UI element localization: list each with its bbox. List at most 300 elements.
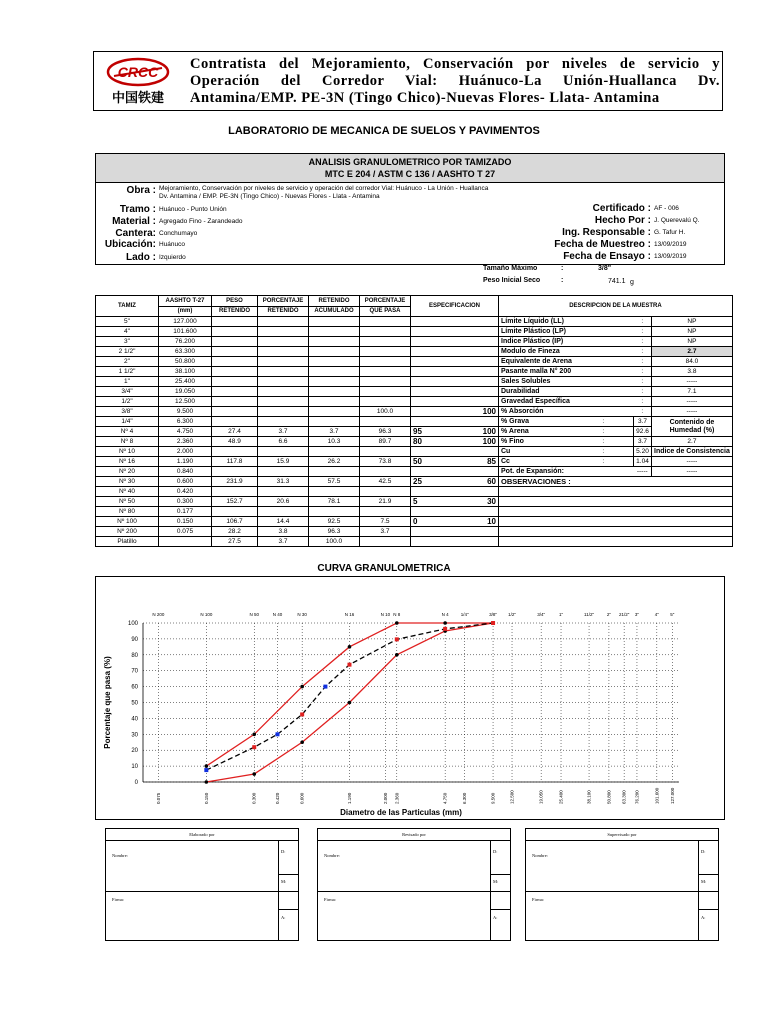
- cell-porc: [258, 377, 309, 387]
- cell-peso: 27.5: [212, 537, 258, 547]
- prop-sep-ge: :: [634, 397, 652, 407]
- prop-label-arena: % Arena: [499, 427, 574, 437]
- cell-pasa: 73.8: [360, 457, 411, 467]
- cell-e1: [411, 317, 451, 327]
- cell-e2: 100: [451, 437, 499, 447]
- cell-ret: [309, 387, 360, 397]
- cell-e2: [451, 467, 499, 477]
- cell-mm: 0.600: [159, 477, 212, 487]
- cell-porc: [258, 447, 309, 457]
- cell-mm: 76.200: [159, 337, 212, 347]
- prop-sep-mf: :: [634, 347, 652, 357]
- cell-ret: 100.0: [309, 537, 360, 547]
- cell-porc: [258, 397, 309, 407]
- cell-mm: 19.050: [159, 387, 212, 397]
- x-bottom-label: 12.500: [509, 790, 515, 804]
- muestreo-label: Fecha de Muestreo :: [554, 239, 651, 250]
- cell-mm: 6.300: [159, 417, 212, 427]
- signature-name-label: Nombre:: [324, 853, 340, 858]
- cell-mm: 25.400: [159, 377, 212, 387]
- cell-pasa: [360, 387, 411, 397]
- cell-peso: 27.4: [212, 427, 258, 437]
- th-espec: ESPECIFICACION: [411, 296, 499, 317]
- signature-title: Elaborado por: [189, 832, 215, 837]
- prop-sep-ll: :: [634, 317, 652, 327]
- consistency-value-2: -----: [652, 467, 733, 477]
- cell-porc: [258, 417, 309, 427]
- x-axis-label: Diametro de las Particulas (mm): [340, 808, 462, 817]
- cell-mm: 2.000: [159, 447, 212, 457]
- cell-mm: 1.190: [159, 457, 212, 467]
- cell-tamiz: Nº 50: [96, 497, 159, 507]
- cell-tamiz: Nº 10: [96, 447, 159, 457]
- th-peso2: RETENIDO: [212, 306, 258, 317]
- y-tick-label: 60: [131, 684, 138, 691]
- prop-value-arena: 92.6: [634, 427, 652, 437]
- table-row: [96, 317, 733, 327]
- prop-label-lp: Límite Plástico (LP): [499, 327, 634, 337]
- table-row: [96, 527, 733, 537]
- y-tick-label: 50: [131, 700, 138, 707]
- cell-e2: [451, 317, 499, 327]
- x-bottom-label: 127.000: [669, 787, 675, 804]
- signature-firma-label: Firma:: [324, 897, 336, 902]
- cell-pasa: 100.0: [360, 407, 411, 417]
- cell-porc: 15.9: [258, 457, 309, 467]
- cell-ret: [309, 447, 360, 457]
- cell-peso: [212, 377, 258, 387]
- signature-grid-line: [278, 874, 298, 875]
- cell-ret: [309, 357, 360, 367]
- x-bottom-label: 2.000: [382, 792, 388, 804]
- x-top-label: N 50: [249, 612, 259, 617]
- consistency-value-1: -----: [652, 457, 733, 467]
- peso-value: 741.1: [608, 278, 626, 285]
- cell-mm: [159, 537, 212, 547]
- x-bottom-label: 1.190: [346, 792, 352, 804]
- info-box: [95, 182, 725, 265]
- y-tick-label: 100: [127, 621, 138, 627]
- table-row: [96, 497, 733, 507]
- granulometry-table: [95, 295, 733, 547]
- y-tick-label: 30: [131, 732, 138, 739]
- ensayo-label: Fecha de Ensayo :: [563, 251, 651, 262]
- cell-peso: [212, 347, 258, 357]
- x-bottom-label: 6.300: [462, 792, 468, 804]
- prop-label-dur: Durabilidad: [499, 387, 634, 397]
- observaciones-line: [499, 517, 733, 527]
- signature-day-label: D:: [281, 849, 286, 854]
- cell-mm: 4.750: [159, 427, 212, 437]
- prop-label-pe: Pot. de Expansión:: [499, 467, 634, 477]
- x-top-label: 1/4": [460, 612, 469, 617]
- table-row: [96, 417, 733, 427]
- cell-porc: 3.7: [258, 537, 309, 547]
- signature-box: [525, 828, 719, 941]
- table-row: [96, 457, 733, 467]
- table-row: [96, 487, 733, 497]
- cell-e2: [451, 537, 499, 547]
- prop-sep-ip: :: [634, 337, 652, 347]
- x-top-label: 4": [654, 612, 659, 617]
- table-row: [96, 447, 733, 457]
- x-bottom-label: 25.400: [558, 790, 564, 804]
- cell-e2: 30: [451, 497, 499, 507]
- x-top-label: 2": [606, 612, 611, 617]
- peso-label: Peso Inicial Seco: [483, 277, 541, 284]
- cell-ret: [309, 347, 360, 357]
- x-bottom-label: 4.750: [442, 792, 448, 804]
- cell-tamiz: 1/4": [96, 417, 159, 427]
- cell-e1: [411, 417, 451, 427]
- granulometric-chart: [96, 577, 724, 819]
- cell-mm: 50.800: [159, 357, 212, 367]
- signature-divider: [526, 840, 718, 841]
- x-bottom-label: 63.300: [621, 790, 627, 804]
- prop-value-p200: 3.8: [652, 367, 733, 377]
- cell-tamiz: Nº 8: [96, 437, 159, 447]
- signature-name-label: Nombre:: [532, 853, 548, 858]
- cell-e1: 95: [411, 427, 451, 437]
- cell-e2: [451, 397, 499, 407]
- cell-e1: [411, 407, 451, 417]
- cell-mm: 101.600: [159, 327, 212, 337]
- cell-e1: [411, 377, 451, 387]
- muestreo-value: 13/09/2019: [654, 241, 687, 248]
- cell-tamiz: 3/4": [96, 387, 159, 397]
- humidity-value: 2.7: [652, 437, 733, 447]
- signature-grid-line: [698, 909, 718, 910]
- cell-e1: [411, 487, 451, 497]
- spec-point: [443, 621, 447, 625]
- signature-grid-line: [698, 874, 718, 875]
- th-aashto: AASHTO T-27: [159, 296, 212, 307]
- table-row: [96, 337, 733, 347]
- signature-name-label: Nombre:: [112, 853, 128, 858]
- th-porc: PORCENTAJE: [258, 296, 309, 307]
- cell-e2: [451, 527, 499, 537]
- signature-month-label: M:: [493, 879, 499, 884]
- table-row: [96, 367, 733, 377]
- cell-mm: 0.177: [159, 507, 212, 517]
- observaciones-line: [499, 487, 733, 497]
- prop-value-pe: -----: [634, 467, 652, 477]
- cell-pasa: [360, 317, 411, 327]
- cell-pasa: 42.5: [360, 477, 411, 487]
- y-tick-label: 40: [131, 716, 138, 723]
- x-bottom-label: 9.500: [490, 792, 496, 804]
- signature-grid-line: [278, 909, 298, 910]
- peso-sep: :: [561, 277, 564, 284]
- tramo-label: Tramo :: [119, 204, 156, 215]
- cell-pasa: 7.5: [360, 517, 411, 527]
- table-row: [96, 327, 733, 337]
- cell-e1: 50: [411, 457, 451, 467]
- cell-ret: 78.1: [309, 497, 360, 507]
- y-tick-label: 80: [131, 652, 138, 659]
- prop-label-cc: Cc: [499, 457, 574, 467]
- signature-grid-line: [318, 891, 510, 892]
- cell-tamiz: 5": [96, 317, 159, 327]
- x-top-label: N 16: [344, 612, 355, 617]
- table-row: [96, 357, 733, 367]
- table-row: [96, 397, 733, 407]
- prop-sep-p200: :: [634, 367, 652, 377]
- cell-porc: [258, 507, 309, 517]
- cell-ret: 96.3: [309, 527, 360, 537]
- prop-sep-fino: :: [574, 437, 634, 447]
- x-top-label: N 8: [393, 612, 401, 617]
- cell-ret: 26.2: [309, 457, 360, 467]
- prop-label-grava: % Grava: [499, 417, 574, 427]
- ubicacion-value: Huánuco: [159, 241, 186, 248]
- cell-ret: [309, 327, 360, 337]
- cell-porc: [258, 487, 309, 497]
- cell-e1: [411, 347, 451, 357]
- cell-peso: 48.9: [212, 437, 258, 447]
- table-row: [96, 347, 733, 357]
- prop-value-ea: 84.0: [652, 357, 733, 367]
- ing-value: G. Tafur H.: [654, 229, 686, 236]
- spec-point: [348, 645, 352, 649]
- cell-tamiz: 2": [96, 357, 159, 367]
- cell-tamiz: 1 1/2": [96, 367, 159, 377]
- prop-sep-cu: :: [574, 447, 634, 457]
- signature-date-divider: [278, 840, 279, 940]
- lab-title: LABORATORIO DE MECANICA DE SUELOS Y PAVIMENTOS: [228, 125, 540, 137]
- cell-e2: [451, 347, 499, 357]
- observaciones-line: [499, 497, 733, 507]
- x-bottom-label: 19.050: [538, 790, 544, 804]
- th-ret2: ACUMULADO: [309, 306, 360, 317]
- cell-e2: [451, 387, 499, 397]
- cell-porc: [258, 347, 309, 357]
- cell-e1: 80: [411, 437, 451, 447]
- cell-mm: 0.150: [159, 517, 212, 527]
- prop-label-ll: Límite Líquido (LL): [499, 317, 634, 327]
- y-tick-label: 10: [131, 764, 138, 771]
- signature-date-divider: [490, 840, 491, 940]
- cell-pasa: [360, 377, 411, 387]
- signature-title: Revisado por: [402, 832, 426, 837]
- table-row: [96, 387, 733, 397]
- cell-mm: 127.000: [159, 317, 212, 327]
- cell-ret: [309, 377, 360, 387]
- lado-value: Izquierdo: [159, 254, 186, 261]
- cell-e1: [411, 447, 451, 457]
- hecho-label: Hecho Por :: [594, 215, 651, 226]
- signature-box: [105, 828, 299, 941]
- cell-mm: 2.360: [159, 437, 212, 447]
- y-tick-label: 70: [131, 668, 138, 675]
- cell-peso: [212, 507, 258, 517]
- cell-pasa: 21.9: [360, 497, 411, 507]
- cell-pasa: [360, 327, 411, 337]
- cell-e1: [411, 337, 451, 347]
- cell-ret: [309, 337, 360, 347]
- certificado-value: AF - 006: [654, 205, 679, 212]
- cell-peso: [212, 447, 258, 457]
- cell-pasa: 3.7: [360, 527, 411, 537]
- y-tick-label: 20: [131, 748, 138, 755]
- cell-porc: [258, 337, 309, 347]
- cell-e1: [411, 327, 451, 337]
- signature-month-label: M:: [281, 879, 287, 884]
- certificado-label: Certificado :: [592, 203, 651, 214]
- prop-sep-ss: :: [634, 377, 652, 387]
- th-pasa2: QUE PASA: [360, 306, 411, 317]
- x-top-label: N 200: [152, 612, 165, 617]
- x-top-label: 3/8": [489, 612, 497, 617]
- x-bottom-label: 0.150: [203, 792, 209, 804]
- th-ret: RETENIDO: [309, 296, 360, 307]
- cell-ret: [309, 367, 360, 377]
- cell-e2: [451, 327, 499, 337]
- test-standards: MTC E 204 / ASTM C 136 / AASHTO T 27: [324, 169, 496, 179]
- cell-porc: [258, 387, 309, 397]
- y-axis-label: Porcentaje que pasa (%): [103, 656, 112, 749]
- cell-peso: [212, 367, 258, 377]
- cell-porc: 31.3: [258, 477, 309, 487]
- cell-e2: [451, 487, 499, 497]
- hecho-value: J. Querevalú Q.: [654, 217, 700, 224]
- cell-e2: 10: [451, 517, 499, 527]
- cell-tamiz: Nº 30: [96, 477, 159, 487]
- spec-point: [205, 764, 209, 768]
- sample-point: [323, 685, 327, 689]
- sample-point: [300, 712, 304, 716]
- signature-title: Supervisado por: [607, 832, 637, 837]
- cell-tamiz: Nº 40: [96, 487, 159, 497]
- sample-point: [204, 768, 208, 772]
- x-top-label: 1": [558, 612, 564, 617]
- cell-pasa: 89.7: [360, 437, 411, 447]
- cell-peso: [212, 317, 258, 327]
- table-row: [96, 507, 733, 517]
- x-top-label: 21/2": [618, 612, 630, 617]
- x-top-label: 5": [670, 612, 675, 617]
- cell-e1: [411, 467, 451, 477]
- x-bottom-label: 0.300: [251, 792, 257, 804]
- obra-value: Mejoramiento, Conservación por niveles de servicio y operación del corredor Vial: Huánuco - La Unión - Huallanca Dv. Antamina / EMP. PE-3N (Tingo Chico) - Nuevas Flores - Llata - Antamina: [159, 185, 489, 200]
- x-top-label: N 100: [200, 612, 213, 617]
- x-bottom-label: 38.100: [586, 790, 592, 804]
- ubicacion-label: Ubicación:: [104, 239, 156, 250]
- cell-e2: 100: [451, 407, 499, 417]
- cell-porc: [258, 467, 309, 477]
- cell-peso: 117.8: [212, 457, 258, 467]
- x-top-label: 3/4": [537, 612, 546, 617]
- cell-e2: [451, 337, 499, 347]
- prop-label-abs: % Absorción: [499, 407, 634, 417]
- prop-value-fino: 3.7: [634, 437, 652, 447]
- prop-value-dur: 7.1: [652, 387, 733, 397]
- x-top-label: N 10: [380, 612, 391, 617]
- signature-day-label: D:: [493, 849, 498, 854]
- cell-porc: 3.8: [258, 527, 309, 537]
- sample-point: [395, 637, 399, 641]
- cell-peso: [212, 357, 258, 367]
- cell-e1: [411, 507, 451, 517]
- x-bottom-label: 0.600: [299, 792, 305, 804]
- sample-point: [347, 663, 351, 667]
- cell-pasa: [360, 447, 411, 457]
- cell-e1: [411, 357, 451, 367]
- cell-tamiz: Nº 200: [96, 527, 159, 537]
- signature-divider: [318, 840, 510, 841]
- tramo-value: Huánuco - Punto Unión: [159, 206, 227, 213]
- cell-tamiz: 4": [96, 327, 159, 337]
- prop-label-ip: Indice Plástico (IP): [499, 337, 634, 347]
- cell-mm: 0.840: [159, 467, 212, 477]
- cell-pasa: [360, 367, 411, 377]
- sample-point: [275, 732, 279, 736]
- series-line-sample: [206, 623, 493, 770]
- observaciones-label: OBSERVACIONES :: [499, 477, 733, 487]
- cell-e1: [411, 527, 451, 537]
- cell-porc: 6.6: [258, 437, 309, 447]
- observaciones-line: [499, 507, 733, 517]
- crcc-logo: [100, 56, 176, 106]
- signature-divider: [106, 840, 298, 841]
- cell-e1: [411, 367, 451, 377]
- cell-tamiz: Nº 20: [96, 467, 159, 477]
- prop-value-cc: 1.04: [634, 457, 652, 467]
- cell-pasa: [360, 487, 411, 497]
- cell-ret: 92.5: [309, 517, 360, 527]
- table-row: [96, 517, 733, 527]
- x-bottom-label: 101.600: [654, 787, 660, 804]
- th-porc2: RETENIDO: [258, 306, 309, 317]
- prop-sep-grava: :: [574, 417, 634, 427]
- prop-label-p200: Pasante malla N° 200: [499, 367, 634, 377]
- signature-grid-line: [526, 891, 718, 892]
- signature-month-label: M:: [701, 879, 707, 884]
- prop-value-mf: 2.7: [652, 347, 733, 357]
- signature-grid-line: [106, 891, 298, 892]
- cell-porc: [258, 327, 309, 337]
- prop-sep-dur: :: [634, 387, 652, 397]
- prop-sep-cc: :: [574, 457, 634, 467]
- material-label: Material :: [112, 216, 156, 227]
- prop-label-fino: % Fino: [499, 437, 574, 447]
- prop-sep-arena: :: [574, 427, 634, 437]
- cell-mm: 38.100: [159, 367, 212, 377]
- cell-peso: [212, 387, 258, 397]
- sample-point: [443, 627, 447, 631]
- signature-grid-line: [490, 874, 510, 875]
- cell-mm: 63.300: [159, 347, 212, 357]
- prop-sep-abs: :: [634, 407, 652, 417]
- cell-pasa: [360, 417, 411, 427]
- x-top-label: 1/2": [508, 612, 516, 617]
- cell-peso: [212, 397, 258, 407]
- cell-porc: [258, 367, 309, 377]
- obra-label: Obra :: [126, 185, 156, 196]
- cell-tamiz: 3": [96, 337, 159, 347]
- humidity-label: Contenido de Humedad (%): [652, 417, 733, 437]
- th-peso: PESO: [212, 296, 258, 307]
- cell-tamiz: Nº 80: [96, 507, 159, 517]
- th-mm: (mm): [159, 306, 212, 317]
- cell-peso: 28.2: [212, 527, 258, 537]
- table-row: [96, 537, 733, 547]
- spec-point: [252, 772, 256, 776]
- cell-peso: 152.7: [212, 497, 258, 507]
- spec-point: [205, 780, 209, 784]
- signature-grid-line: [490, 909, 510, 910]
- cell-pasa: [360, 397, 411, 407]
